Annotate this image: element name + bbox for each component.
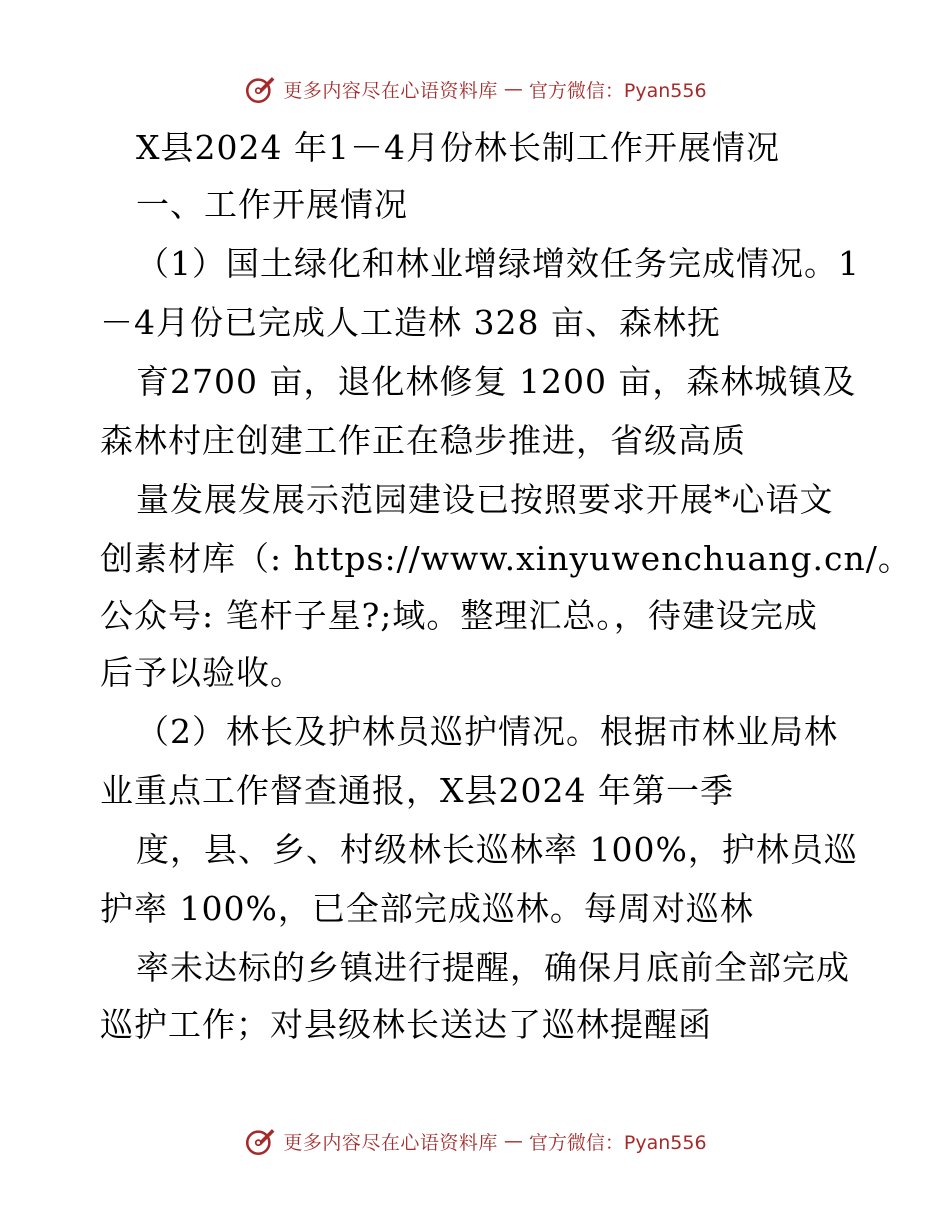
paragraph-line: －4月份已完成人工造林 328 亩、森林抚 — [100, 303, 721, 342]
paragraph-line: 量发展发展示范园建设已按照要求开展*心语文 — [136, 480, 834, 519]
paragraph-line: 创素材库（: https://www.xinyuwenchuang.cn/。 — [100, 539, 912, 578]
pen-nib-logo-icon — [243, 72, 277, 106]
document-title: X县2024 年1－4月份林长制工作开展情况 — [136, 128, 780, 167]
header-watermark — [0, 72, 950, 106]
paragraph-line: 育2700 亩，退化林修复 1200 亩，森林城镇及 — [136, 362, 857, 401]
watermark-text: 更多内容尽在心语资料库 — [283, 1131, 498, 1154]
watermark-contact: 官方微信：Pyan556 — [528, 79, 707, 102]
pen-nib-logo-icon — [243, 1124, 277, 1158]
paragraph-line: 护率 100%，已全部完成巡林。每周对巡林 — [100, 889, 754, 928]
paragraph-line: 业重点工作督查通报，X县2024 年第一季 — [100, 771, 734, 810]
watermark-dash: — — [503, 78, 523, 100]
watermark-contact: 官方微信：Pyan556 — [528, 1131, 707, 1154]
paragraph-line: 巡护工作；对县级林长送达了巡林提醒函 — [100, 1005, 712, 1044]
footer-watermark — [0, 1124, 950, 1158]
paragraph-line: 公众号: 笔杆子星?;域。整理汇总。，待建设完成 — [100, 596, 818, 635]
paragraph-line: （2）林长及护林员巡护情况。根据市林业局林 — [136, 712, 838, 751]
watermark-dash: — — [503, 1130, 523, 1152]
paragraph-line: 率未达标的乡镇进行提醒，确保月底前全部完成 — [136, 948, 850, 987]
paragraph-line: （1）国土绿化和林业增绿增效任务完成情况。1 — [136, 244, 860, 283]
section-heading: 一、工作开展情况 — [136, 185, 408, 224]
paragraph-line: 后予以验收。 — [100, 653, 304, 692]
paragraph-line: 度，县、乡、村级林长巡林率 100%，护林员巡 — [136, 830, 858, 869]
watermark-text: 更多内容尽在心语资料库 — [283, 79, 498, 102]
paragraph-line: 森林村庄创建工作正在稳步推进，省级高质 — [100, 421, 746, 460]
